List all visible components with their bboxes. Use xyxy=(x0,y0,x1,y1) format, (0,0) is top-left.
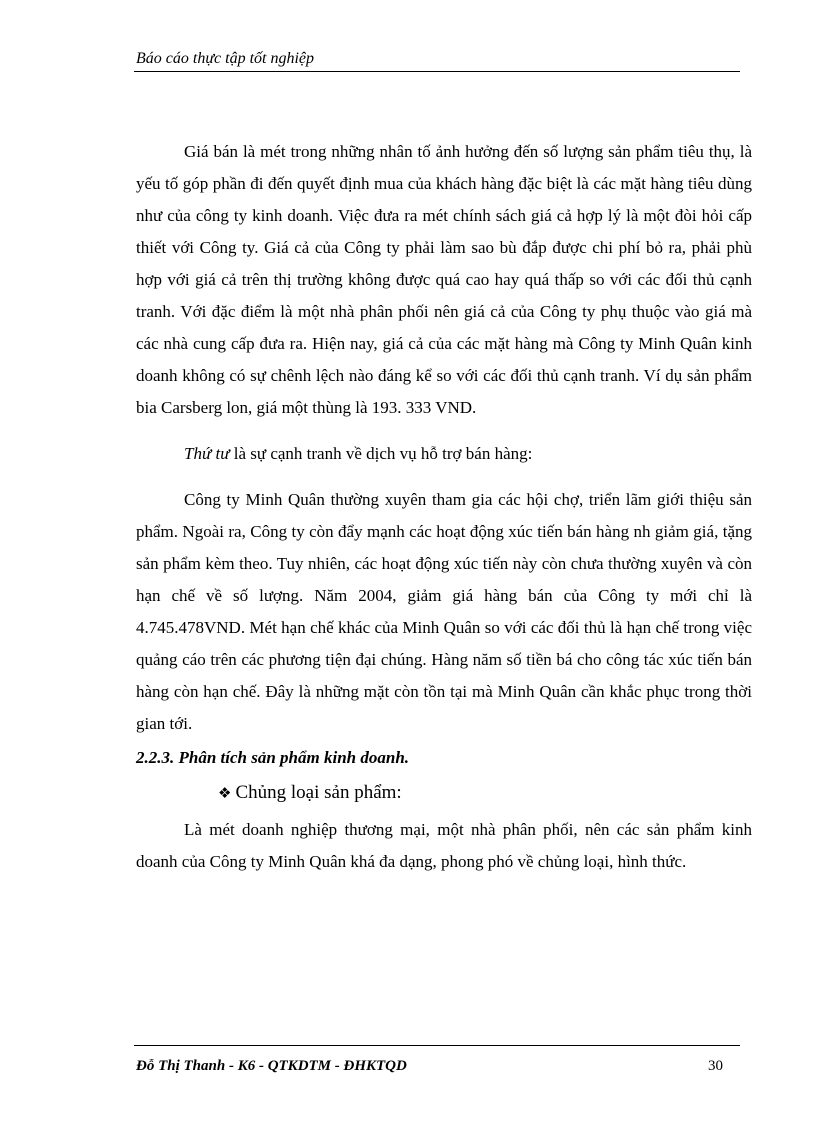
footer-divider xyxy=(134,1045,740,1046)
section-heading: 2.2.3. Phân tích sản phẩm kinh doanh. xyxy=(136,748,410,767)
page-content xyxy=(136,136,752,878)
header-divider xyxy=(134,71,740,72)
paragraph-lead-rest: là sự cạnh tranh về dịch vụ hỗ trợ bán hàng: xyxy=(229,444,533,463)
footer-author: Đỗ Thị Thanh - K6 - QTKDTM - ĐHKTQD xyxy=(136,1058,407,1074)
bullet-item-label: Chủng loại sản phẩm: xyxy=(235,782,402,803)
bullet-item xyxy=(218,776,752,810)
paragraph-product-range: Là mét doanh nghiệp thương mại, một nhà phân phối, nên các sản phẩm kinh doanh của Công ty Minh Quân khá đa dạng, phong phó về chủng loại, hình thức. xyxy=(136,820,752,871)
paragraph-sales-support: Công ty Minh Quân thường xuyên tham gia các hội chợ, triển lãm giới thiệu sản phẩm. Ngoài ra, Công ty còn đẩy mạnh các hoạt động xúc tiến bán hàng nh giảm giá, tặng sản phẩm kèm theo. Tuy nhiên, các hoạt động xúc tiến này còn chưa thường xuyên và còn hạn chế về số lượng. Năm 2004, giảm giá hàng bán của Công ty mới chỉ là 4.745.478VND. Mét hạn chế khác của Minh Quân so với các đối thủ là hạn chế trong việc quảng cáo trên các phương tiện đại chúng. Hàng năm số tiền bá cho công tác xúc tiến bán hàng còn hạn chế. Đây là những mặt còn tồn tại mà Minh Quân cần khắc phục trong thời gian tới. xyxy=(136,490,752,733)
diamond-bullet-icon: ❖ xyxy=(218,784,232,802)
paragraph-fourth-point xyxy=(136,438,752,470)
page-number: 30 xyxy=(708,1058,723,1074)
paragraph-pricing: Giá bán là mét trong những nhân tố ảnh hưởng đến số lượng sản phẩm tiêu thụ, là yếu tố góp phần đi đến quyết định mua của khách hàng đặc biệt là các mặt hàng tiêu dùng như của công ty kinh doanh. Việc đưa ra mét chính sách giá cả hợp lý là một đòi hỏi cấp thiết với Công ty. Giá cả của Công ty phải làm sao bù đắp được chi phí bỏ ra, phải phù hợp với giá cả trên thị trường không được quá cao hay quá thấp so với các đối thủ cạnh tranh. Với đặc điểm là một nhà phân phối nên giá cả của Công ty phụ thuộc vào giá mà các nhà cung cấp đưa ra. Hiện nay, giá cả của các mặt hàng mà Công ty Minh Quân kinh doanh không có sự chênh lệch nào đáng kể so với các đối thủ cạnh tranh. Ví dụ sản phẩm bia Carsberg lon, giá một thùng là 193. 333 VND. xyxy=(136,142,752,417)
paragraph-lead-italic: Thứ tư xyxy=(184,444,230,463)
header-title: Báo cáo thực tập tốt nghiệp xyxy=(136,50,315,67)
